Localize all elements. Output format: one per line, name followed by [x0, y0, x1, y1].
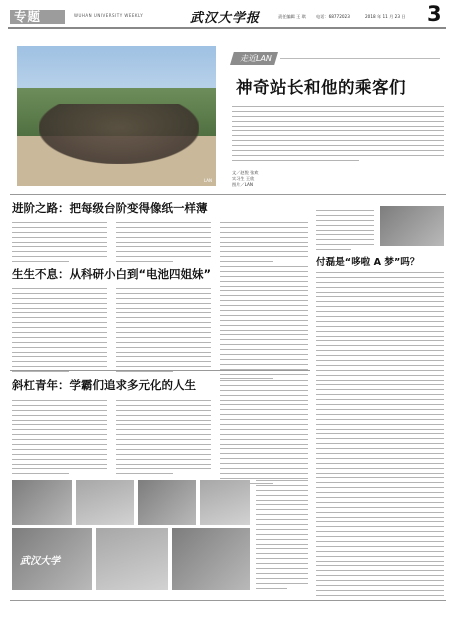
ribbon-rule [280, 58, 440, 59]
section-heading-3: 斜杠青年：学霸们追求多元化的人生 [12, 378, 196, 392]
section-3-col-3 [220, 380, 308, 488]
masthead: 武汉大学报 [190, 11, 261, 26]
portrait-photo [380, 206, 444, 246]
bottom-rule [10, 600, 446, 601]
page-number: 3 [427, 2, 442, 26]
page-header [0, 0, 454, 30]
photo-tile-1 [12, 480, 72, 525]
photo-credit: LAN [203, 178, 212, 183]
tile-label: 武汉大学 [20, 556, 60, 567]
header-rule [8, 27, 446, 29]
section-2-col-2 [116, 288, 211, 376]
date-info: 2018 年 11 月 23 日 [365, 14, 406, 19]
bottom-col-text [256, 480, 308, 592]
section-label: 专题 [14, 9, 42, 24]
qa-heading: 付磊是“哆啦 A 梦”吗？ [316, 257, 420, 268]
section-1-col-2 [116, 222, 211, 266]
section-2-col-1 [12, 288, 107, 376]
photo-tile-3 [138, 480, 196, 525]
divider [10, 370, 310, 371]
section-3-col-2 [116, 400, 211, 478]
divider [10, 194, 446, 195]
right-column-top-text [316, 210, 374, 254]
section-3-col-1 [12, 400, 107, 478]
photo-tile-4 [200, 480, 250, 525]
group-photo [17, 46, 216, 186]
section-heading-2: 生生不息：从科研小白到“电池四姐妹” [12, 267, 212, 281]
ribbon-label: 走近LAN [240, 54, 272, 63]
byline: 文／赵悦 张欢 实习生 王欣 图片／LAN [232, 170, 259, 187]
photo-tile-2 [76, 480, 134, 525]
section-1-col-3 [220, 222, 308, 266]
section-2-col-3 [220, 266, 308, 383]
feature-title: 神奇站长和他的乘客们 [236, 78, 406, 97]
header-subtitle: WUHAN UNIVERSITY WEEKLY [74, 13, 144, 18]
phone-info: 电话：68772023 [316, 14, 350, 19]
photo-tile-7 [172, 528, 250, 590]
intro-text [232, 106, 444, 165]
qa-text [316, 272, 444, 605]
section-1-col-1 [12, 222, 107, 266]
editor-info: 责任编辑 王 琪 [278, 14, 306, 19]
section-heading-1: 进阶之路：把每级台阶变得像纸一样薄 [12, 201, 208, 215]
photo-tile-6 [96, 528, 168, 590]
